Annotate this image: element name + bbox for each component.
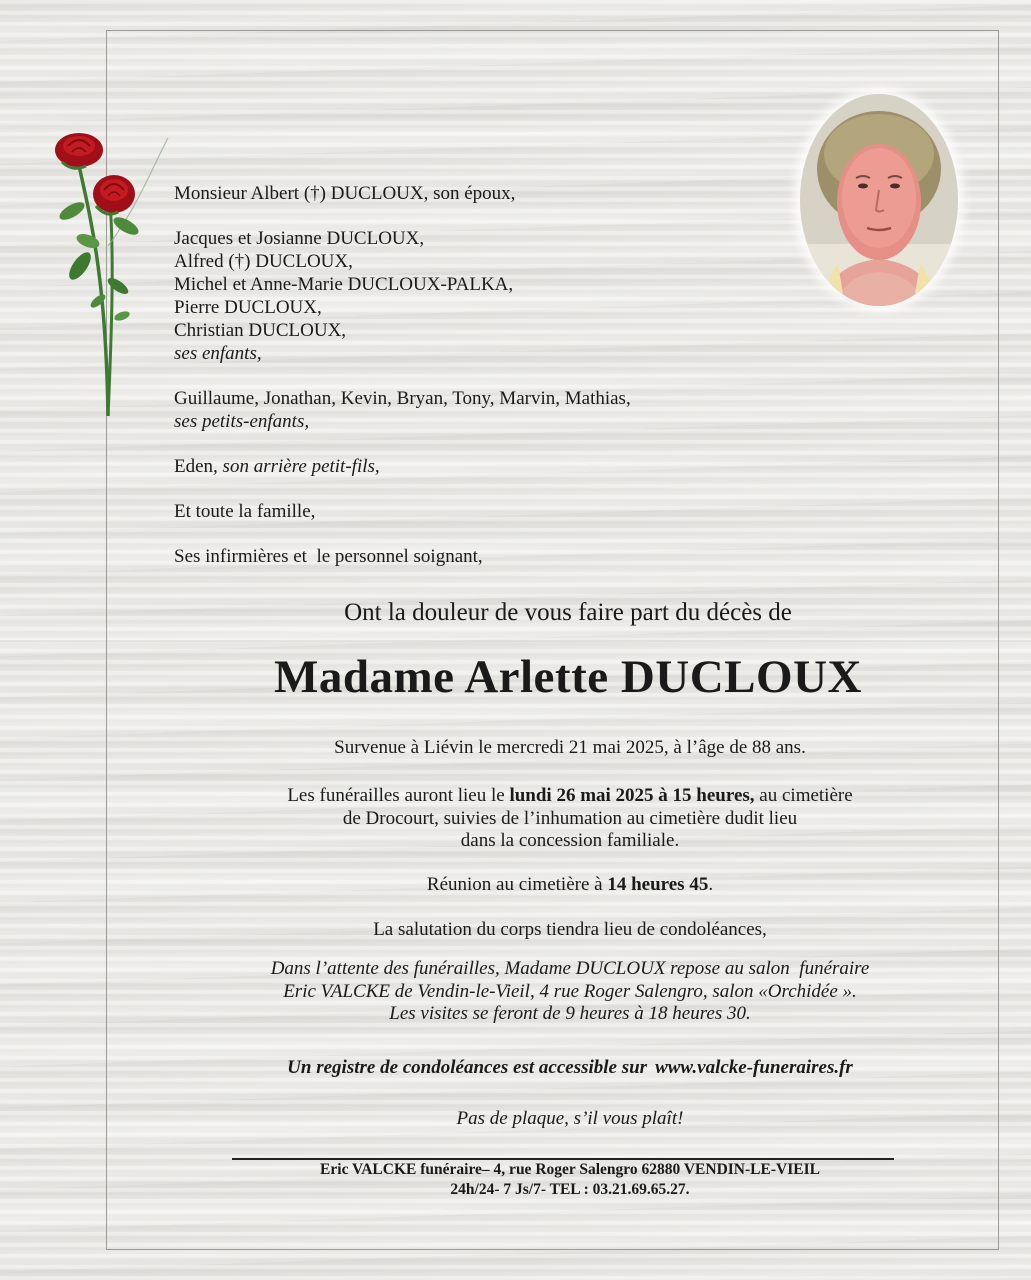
announcement-text: Ont la douleur de vous faire part du décès de <box>344 599 792 626</box>
meeting-time: 14 heures 45 <box>607 874 709 895</box>
funeral-home-notice <box>120 958 1020 1026</box>
caregivers-line: Ses infirmières et le personnel soignant, <box>174 546 483 567</box>
register-link[interactable]: www.valcke-funeraires.fr <box>655 1057 853 1078</box>
child-line: Michel et Anne-Marie DUCLOUX-PALKA, <box>174 274 514 295</box>
funeral-details <box>120 785 1020 853</box>
meeting-suffix: . <box>708 874 714 895</box>
portrait-icon <box>800 94 958 306</box>
meeting-prefix: Réunion au cimetière à <box>426 874 608 895</box>
meeting-details <box>120 874 1020 897</box>
funeral-home-line: Les visites se feront de 9 heures à 18 heures 30. <box>389 1003 751 1024</box>
children-role: ses enfants, <box>174 343 262 364</box>
salutation-text: La salutation du corps tiendra lieu de condoléances, <box>373 919 767 940</box>
register-text: Un registre de condoléances est accessible sur <box>287 1057 648 1078</box>
great-grandchild-role: , son arrière petit-fils, <box>213 456 380 477</box>
family-line: Et toute la famille, <box>174 501 316 522</box>
child-line: Alfred (†) DUCLOUX, <box>174 251 353 272</box>
family-group <box>174 500 631 523</box>
funeral-home-line: Dans l’attente des funérailles, Madame DUCLOUX repose au salon funéraire <box>270 958 870 979</box>
funeral-line-3: dans la concession familiale. <box>460 830 680 851</box>
funeral-home-footer <box>120 1160 1020 1200</box>
deceased-portrait-photo <box>800 94 958 306</box>
grandchildren-line: Guillaume, Jonathan, Kevin, Bryan, Tony, Marvin, Mathias, <box>174 388 631 409</box>
caregivers-group <box>174 545 631 568</box>
footer-address: Eric VALCKE funéraire– 4, rue Roger Salengro 62880 VENDIN-LE-VIEIL <box>320 1161 820 1178</box>
grandchildren-role: ses petits-enfants, <box>174 411 310 432</box>
funeral-home-line: Eric VALCKE de Vendin-le-Vieil, 4 rue Roger Salengro, salon «Orchidée ». <box>283 980 857 1002</box>
condolence-register <box>120 1057 1020 1080</box>
deceased-name-heading: Madame Arlette DUCLOUX <box>274 651 862 703</box>
children-group <box>174 227 631 365</box>
footer-phone: 24h/24- 7 Js/7- TEL : 03.21.69.65.27. <box>450 1181 690 1198</box>
funeral-suffix: au cimetière <box>754 785 853 806</box>
child-line: Christian DUCLOUX, <box>174 320 347 341</box>
funeral-line-2: de Drocourt, suivies de l’inhumation au cimetière dudit lieu <box>342 807 798 829</box>
funeral-date: lundi 26 mai 2025 à 15 heures, <box>509 785 755 806</box>
great-grandchild-name: Eden <box>174 456 214 477</box>
funeral-prefix: Les funérailles auront lieu le <box>287 785 510 806</box>
no-plaque-text: Pas de plaque, s’il vous plaît! <box>456 1108 684 1129</box>
husband-line: Monsieur Albert (†) DUCLOUX, son époux, <box>174 183 516 204</box>
husband-group <box>174 182 631 205</box>
grandchildren-group <box>174 387 631 433</box>
death-notice: Survenue à Liévin le mercredi 21 mai 2025, à l’âge de 88 ans. <box>334 737 806 758</box>
child-line: Jacques et Josianne DUCLOUX, <box>174 228 425 249</box>
family-list <box>174 182 631 590</box>
child-line: Pierre DUCLOUX, <box>174 297 322 318</box>
great-grandchild-group <box>174 455 631 478</box>
rose-icon <box>48 126 173 416</box>
